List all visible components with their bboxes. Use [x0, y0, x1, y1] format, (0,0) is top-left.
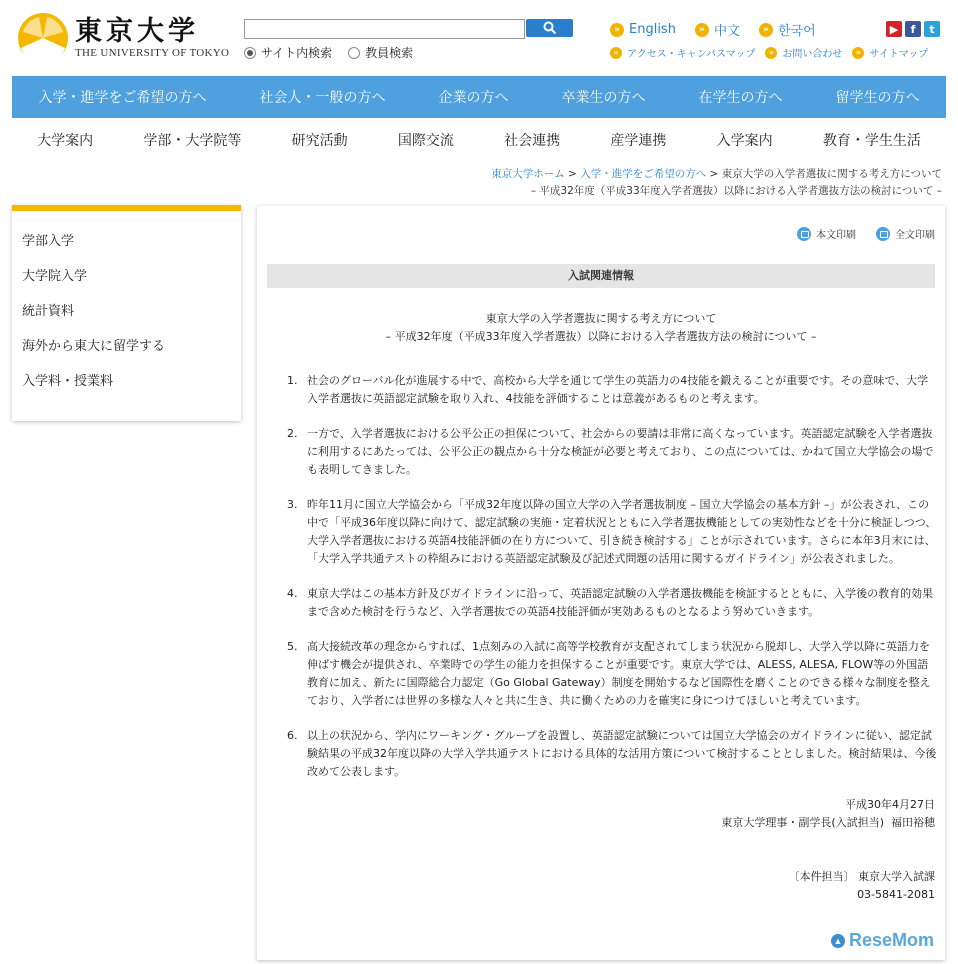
language-links: [610, 20, 835, 39]
subnav-research[interactable]: 研究活動: [291, 133, 348, 149]
breadcrumb-current: 東京大学の入学者選抜に関する考え方について: [721, 168, 942, 180]
contact-department: 〔本件担当〕 東京大学入試課: [788, 870, 935, 883]
subnav-social[interactable]: 社会連携: [504, 133, 561, 149]
university-logo[interactable]: [17, 12, 229, 64]
printer-icon: [876, 227, 890, 241]
lang-link-english[interactable]: » English: [610, 20, 676, 39]
signature-block: [721, 796, 935, 832]
document-date: 平成30年4月27日: [845, 798, 935, 811]
up-arrow-icon[interactable]: ▲: [831, 934, 845, 948]
print-all-button[interactable]: 全文印刷: [876, 226, 935, 241]
section-heading: 入試関連情報: [267, 264, 935, 288]
sidebar-item-fees[interactable]: 入学料・授業料: [22, 374, 114, 389]
print-controls: [777, 226, 935, 241]
document-title-line1: 東京大学の入学者選抜に関する考え方について: [485, 312, 717, 325]
contact-phone: 03-5841-2081: [857, 888, 935, 901]
search-input[interactable]: [244, 19, 525, 39]
logo-title-jp: 東京大学: [75, 16, 199, 47]
breadcrumb-separator: >: [568, 168, 577, 180]
subnav-about[interactable]: 大学案内: [37, 133, 94, 149]
sidebar-item-statistics[interactable]: 統計資料: [22, 304, 75, 319]
subnav-international[interactable]: 国際交流: [397, 133, 454, 149]
sitemap-link[interactable]: » サイトマップ: [852, 45, 928, 60]
list-item: 1. 社会のグローバル化が進展する中で、高校から大学を通じて学生の英語力の4技能を鍛えることが重要です。その意味で、大学入学者選抜に英語認定試験を取り入れ、4技能を評価することは意義があるものと考えます。: [287, 374, 929, 405]
facebook-icon[interactable]: f: [905, 21, 921, 37]
audience-nav: [12, 76, 946, 118]
sidebar: [12, 205, 241, 421]
resemom-watermark: [831, 930, 934, 951]
topic-nav: [12, 120, 946, 160]
sidebar-item-study-abroad[interactable]: 海外から東大に留学する: [22, 339, 166, 354]
sidebar-item-graduate[interactable]: 大学院入学: [22, 269, 88, 284]
social-links: [883, 21, 940, 37]
list-item: 2. 一方で、入学者選抜における公平公正の担保について、社会からの要請は非常に高くなっています。英語認定試験を入学者選抜に利用するにあたっては、公平公正の観点から十分な検証が必要と考えており、この点については、かねて国立大学協会の場でも表明してきました。: [287, 427, 934, 476]
subnav-education[interactable]: 教育・学生生活: [822, 133, 921, 149]
contact-block: [789, 868, 936, 904]
arrow-icon: »: [695, 23, 709, 37]
radio-site-label: サイト内検索: [261, 46, 333, 60]
sidebar-item-undergraduate[interactable]: 学部入学: [22, 234, 75, 249]
arrow-icon: »: [765, 47, 777, 59]
radio-site-search[interactable]: [244, 47, 256, 59]
logo-title-en: THE UNIVERSITY OF TOKYO: [75, 47, 230, 59]
access-map-link[interactable]: » アクセス・キャンパスマップ: [610, 45, 755, 60]
arrow-icon: »: [759, 23, 773, 37]
twitter-icon[interactable]: t: [924, 21, 940, 37]
list-item: 6. 以上の状況から、学内にワーキング・グループを設置し、英語認定試験については国立大学協会のガイドラインに従い、認定試験結果の平成32年度以降の大学入学共通テストにおける具体的な活用方策について検討することとしました。検討結果は、今後改めて公表します。: [287, 729, 937, 778]
breadcrumb-current-sub: – 平成32年度（平成33年度入学者選抜）以降における入学者選抜方法の検討について –: [530, 185, 942, 197]
subnav-industry[interactable]: 産学連携: [610, 133, 667, 149]
subnav-admissions[interactable]: 入学案内: [716, 133, 773, 149]
arrow-icon: »: [852, 47, 864, 59]
nav-companies[interactable]: 企業の方へ: [438, 90, 509, 106]
document-title: [257, 310, 945, 346]
nav-current-students[interactable]: 在学生の方へ: [698, 90, 783, 106]
youtube-icon[interactable]: ▶: [886, 21, 902, 37]
breadcrumb-parent[interactable]: 入学・進学をご希望の方へ: [580, 168, 707, 180]
search-icon: [543, 21, 557, 35]
search-scope: [244, 44, 429, 61]
document-title-line2: – 平成32年度（平成33年度入学者選抜）以降における入学者選抜方法の検討について –: [385, 330, 817, 343]
ginkgo-logo-icon: [17, 12, 69, 64]
contact-link[interactable]: » お問い合わせ: [765, 45, 842, 60]
nav-general-public[interactable]: 社会人・一般の方へ: [259, 90, 386, 106]
nav-alumni[interactable]: 卒業生の方へ: [561, 90, 646, 106]
lang-link-chinese[interactable]: » 中文: [695, 20, 740, 39]
search-button[interactable]: [526, 19, 573, 37]
document-points: [287, 372, 937, 798]
nav-international-students[interactable]: 留学生の方へ: [835, 90, 920, 106]
lang-link-korean[interactable]: » 한국어: [759, 20, 816, 39]
breadcrumb-separator: >: [709, 168, 719, 180]
radio-staff-label: 教員検索: [365, 46, 414, 60]
main-content: [257, 206, 945, 960]
list-item: 3. 昨年11月に国立大学協会から「平成32年度以降の国立大学の入学者選抜制度 – 国立大学協会の基本方針 –」が公表され、この中で「平成36年度以降に向けて、認定試験の実施・定着状況とともに入学者選抜機能としての実効性などを十分に検証しつつ、大学入学者選抜における英語4技能評価の在り方について、引き続き検討する」ことが示されています。さらに本年3月末には、「大学入学共通テストの枠組みにおける英語認定試験及び記述式問題の活用に関するガイドライン」が公表されました。: [287, 498, 937, 565]
list-item: 5. 高大接続改革の理念からすれば、1点刻みの入試に高等学校教育が支配されてしまう状況から脱却し、大学入学以降に英語力を伸ばす機会が提供され、卒業時での学生の能力を担保することが重要です。東京大学では、ALESS, ALESA, FLOW等の外国語教育に加え、新たに国際総合力認定（Go Global Gateway）制度を開始するなど国際性を磨くことのできる様々な制度を整えており、入学者には世界の多様な人々と共に生き、共に働くための力を確実に身につけてほしいと考えています。: [287, 640, 931, 707]
nav-prospective-students[interactable]: 入学・進学をご希望の方へ: [38, 90, 207, 106]
subnav-faculties[interactable]: 学部・大学院等: [143, 133, 242, 149]
breadcrumb: [491, 166, 942, 200]
list-item: 4. 東京大学はこの基本方針及びガイドラインに沿って、英語認定試験の入学者選抜機能を検証するとともに、入学後の教育的効果まで含めた検討を行うなど、入学者選抜での英語4技能評価が実効あるものとなるよう努めていきます。: [287, 587, 934, 618]
printer-icon: [797, 227, 811, 241]
print-body-button[interactable]: 本文印刷: [797, 226, 856, 241]
arrow-icon: »: [610, 47, 622, 59]
document-signer: 東京大学理事・副学長(入試担当) 福田裕穂: [721, 816, 935, 829]
utility-links: [610, 45, 938, 60]
arrow-icon: »: [610, 23, 624, 37]
breadcrumb-home[interactable]: 東京大学ホーム: [491, 168, 565, 180]
radio-staff-search[interactable]: [348, 47, 360, 59]
watermark-text: ReseMom: [849, 930, 935, 950]
